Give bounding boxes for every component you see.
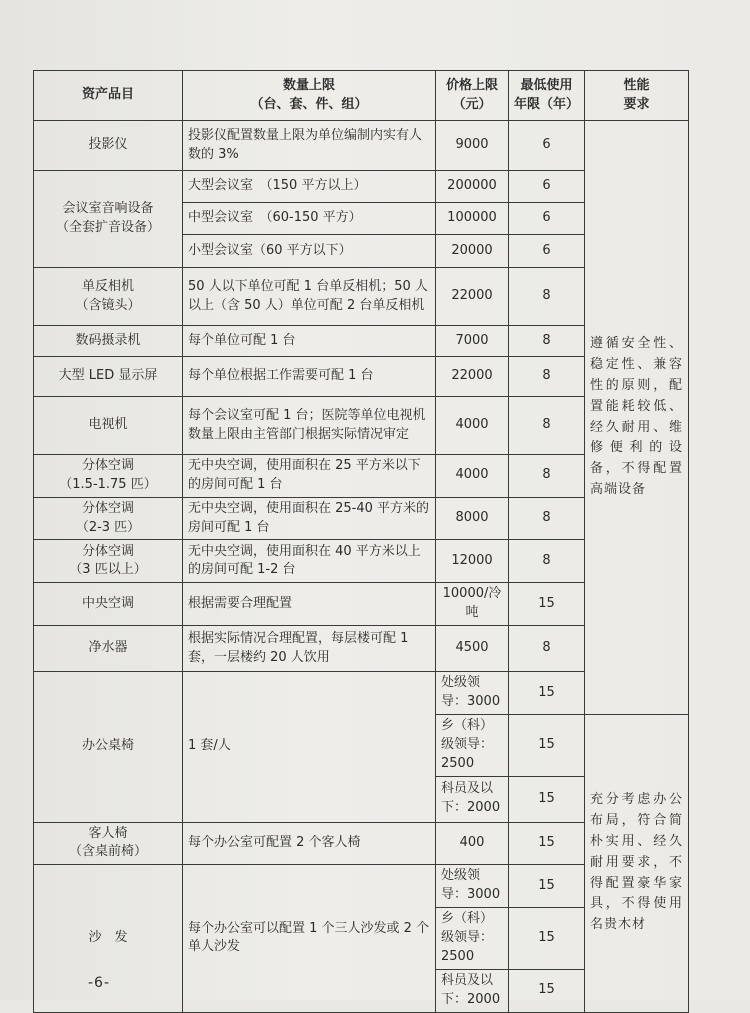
item-name: 单反相机 （含镜头） [34, 268, 183, 326]
item-years: 15 [509, 583, 585, 626]
item-quantity: 根据需要合理配置 [183, 583, 436, 626]
item-price: 22000 [436, 357, 509, 397]
table-row [34, 121, 689, 171]
header-price: 价格上限 （元） [436, 71, 509, 121]
item-quantity: 每个办公室可以配置 1 个三人沙发或 2 个单人沙发 [183, 865, 436, 1012]
item-price: 9000 [436, 121, 509, 171]
item-name: 沙 发 [34, 865, 183, 1012]
item-years: 8 [509, 397, 585, 455]
item-price: 处级领导：3000 [436, 672, 509, 715]
item-price: 400 [436, 822, 509, 865]
item-quantity: 每个单位根据工作需要可配 1 台 [183, 357, 436, 397]
item-years: 15 [509, 969, 585, 1012]
item-name: 中央空调 [34, 583, 183, 626]
asset-config-table [33, 70, 689, 1013]
item-quantity: 根据实际情况合理配置，每层楼可配 1 套，一层楼约 20 人饮用 [183, 626, 436, 672]
item-price: 10000/冷吨 [436, 583, 509, 626]
item-price: 100000 [436, 203, 509, 235]
item-years: 6 [509, 171, 585, 203]
item-years: 15 [509, 672, 585, 715]
furniture-requirements: 充分考虑办公布局，符合简朴实用、经久耐用要求，不得配置豪华家具，不得使用名贵木材 [585, 715, 689, 1012]
item-quantity: 无中央空调，使用面积在 25 平方米以下的房间可配 1 台 [183, 455, 436, 498]
item-years: 6 [509, 121, 585, 171]
header-quantity: 数量上限 （台、套、件、组） [183, 71, 436, 121]
header-requirements: 性能 要求 [585, 71, 689, 121]
item-price: 科员及以下：2000 [436, 969, 509, 1012]
item-price: 4000 [436, 397, 509, 455]
item-years: 8 [509, 626, 585, 672]
item-name: 分体空调 （2-3 匹） [34, 497, 183, 540]
item-quantity: 每个会议室可配 1 台；医院等单位电视机数量上限由主管部门根据实际情况审定 [183, 397, 436, 455]
page-number: -6- [88, 975, 111, 991]
equipment-requirements: 遵循安全性、稳定性、兼容性的原则，配置能耗较低、经久耐用、维修便利的设备，不得配置高端设备 [585, 121, 689, 715]
item-price: 科员及以下：2000 [436, 776, 509, 822]
item-price: 8000 [436, 497, 509, 540]
header-item: 资产品目 [34, 71, 183, 121]
item-price: 20000 [436, 235, 509, 268]
item-price: 4000 [436, 455, 509, 498]
item-quantity: 中型会议室 （60-150 平方） [183, 203, 436, 235]
item-name: 投影仪 [34, 121, 183, 171]
item-quantity: 1 套/人 [183, 672, 436, 823]
item-price: 22000 [436, 268, 509, 326]
item-name: 数码摄录机 [34, 326, 183, 357]
item-price: 4500 [436, 626, 509, 672]
item-years: 8 [509, 540, 585, 583]
item-name: 分体空调 （3 匹以上） [34, 540, 183, 583]
item-quantity: 无中央空调，使用面积在 25-40 平方米的房间可配 1 台 [183, 497, 436, 540]
item-quantity: 50 人以下单位可配 1 台单反相机；50 人以上（含 50 人）单位可配 2 台单反相机 [183, 268, 436, 326]
item-years: 15 [509, 907, 585, 969]
item-quantity: 投影仪配置数量上限为单位编制内实有人数的 3% [183, 121, 436, 171]
item-price: 乡（科）级领导：2500 [436, 907, 509, 969]
item-years: 8 [509, 357, 585, 397]
item-price: 7000 [436, 326, 509, 357]
item-years: 15 [509, 715, 585, 777]
item-years: 8 [509, 326, 585, 357]
item-quantity: 小型会议室（60 平方以下） [183, 235, 436, 268]
item-quantity: 无中央空调，使用面积在 40 平方米以上的房间可配 1-2 台 [183, 540, 436, 583]
item-quantity: 每个单位可配 1 台 [183, 326, 436, 357]
item-years: 15 [509, 822, 585, 865]
item-name: 分体空调 （1.5-1.75 匹） [34, 455, 183, 498]
item-name: 办公桌椅 [34, 672, 183, 823]
item-years: 8 [509, 497, 585, 540]
item-name: 客人椅 （含桌前椅） [34, 822, 183, 865]
item-name: 净水器 [34, 626, 183, 672]
table-header-row [34, 71, 689, 121]
item-price: 200000 [436, 171, 509, 203]
item-name: 大型 LED 显示屏 [34, 357, 183, 397]
item-quantity: 每个办公室可配置 2 个客人椅 [183, 822, 436, 865]
item-years: 6 [509, 235, 585, 268]
item-years: 8 [509, 268, 585, 326]
item-years: 15 [509, 865, 585, 908]
item-years: 6 [509, 203, 585, 235]
item-name: 电视机 [34, 397, 183, 455]
item-price: 乡（科）级领导：2500 [436, 715, 509, 777]
item-years: 8 [509, 455, 585, 498]
header-years: 最低使用 年限（年） [509, 71, 585, 121]
item-name: 会议室音响设备 （全套扩音设备） [34, 171, 183, 268]
item-years: 15 [509, 776, 585, 822]
item-quantity: 大型会议室 （150 平方以上） [183, 171, 436, 203]
item-price: 处级领导：3000 [436, 865, 509, 908]
item-price: 12000 [436, 540, 509, 583]
